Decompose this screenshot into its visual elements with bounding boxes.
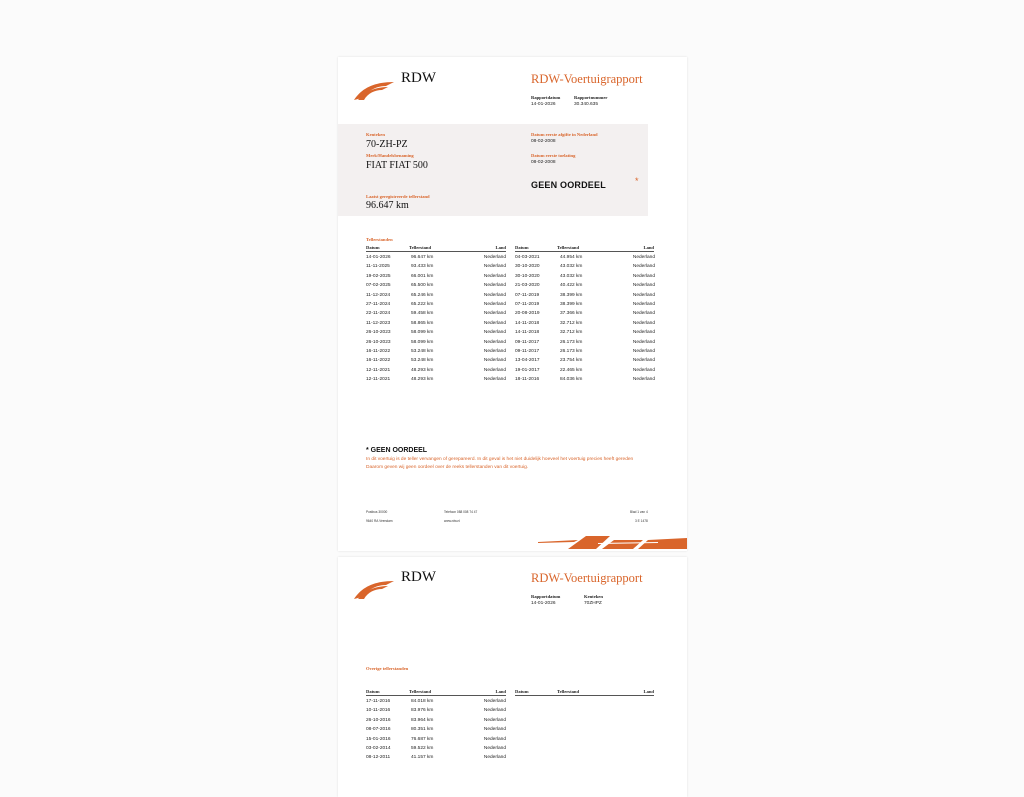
- footer-code: 3 E 1478: [635, 519, 648, 523]
- cell-land: Nederland: [483, 358, 506, 364]
- report-page-1: [338, 57, 687, 551]
- cell-datum: 09-11-2017: [515, 339, 540, 345]
- cell-tellerstand: 65.500 km: [411, 283, 434, 289]
- cell-datum: 18-11-2016: [515, 377, 540, 383]
- footer-page: Blad 1 van 4: [630, 510, 648, 514]
- col-datum-right: Datum: [515, 245, 529, 250]
- cell-land: Nederland: [483, 292, 506, 298]
- cell-tellerstand: 32.712 km: [560, 320, 583, 326]
- cell-land: Nederland: [632, 283, 655, 289]
- cell-datum: 19-02-2025: [366, 273, 391, 279]
- cell-land: Nederland: [483, 727, 506, 733]
- cell-datum: 26-10-2023: [366, 339, 391, 345]
- cell-land: Nederland: [483, 717, 506, 723]
- footer-address2: 9640 RA Veendam: [366, 519, 393, 523]
- cell-datum: 07-11-2019: [515, 292, 540, 298]
- cell-land: Nederland: [632, 377, 655, 383]
- cell-tellerstand: 37.366 km: [560, 311, 583, 317]
- cell-datum: 04-03-2021: [515, 255, 540, 260]
- merk-label: Merk/Handelsbenaming: [366, 153, 414, 158]
- cell-tellerstand: 58.099 km: [411, 339, 434, 345]
- rdw-logo-text: RDW: [401, 569, 436, 585]
- cell-tellerstand: 38.399 km: [560, 302, 583, 307]
- cell-datum: 17-11-2016: [366, 699, 391, 704]
- cell-tellerstand: 40.422 km: [560, 283, 583, 289]
- cell-land: Nederland: [632, 339, 655, 345]
- toelating-value: 08-02-2008: [531, 160, 556, 165]
- header-rule-left: [366, 695, 506, 696]
- cell-land: Nederland: [632, 311, 655, 317]
- cell-tellerstand: 53.248 km: [411, 358, 434, 364]
- kenteken-label: Kenteken: [366, 132, 385, 137]
- cell-tellerstand: 59.458 km: [411, 311, 434, 317]
- cell-datum: 11-12-2023: [366, 320, 391, 326]
- cell-tellerstand: 96.647 km: [411, 255, 434, 260]
- cell-tellerstand: 58.099 km: [411, 330, 434, 336]
- cell-datum: 27-11-2024: [366, 302, 391, 307]
- cell-datum: 12-11-2021: [366, 367, 391, 373]
- kenteken-label: Kenteken: [584, 594, 603, 599]
- cell-land: Nederland: [483, 255, 506, 260]
- cell-land: Nederland: [632, 330, 655, 336]
- footer-phone: Telefoon 088 008 74 47: [444, 510, 478, 514]
- merk-value: FIAT FIAT 500: [366, 160, 428, 171]
- summary-panel: [338, 124, 648, 216]
- cell-tellerstand: 32.712 km: [560, 330, 583, 336]
- cell-datum: 07-02-2025: [366, 283, 391, 289]
- cell-datum: 30-10-2020: [515, 273, 540, 279]
- rapportdatum-value: 14-01-2026: [531, 102, 556, 107]
- cell-datum: 13-04-2017: [515, 358, 540, 364]
- cell-datum: 16-11-2022: [366, 358, 391, 364]
- cell-land: Nederland: [483, 311, 506, 317]
- cell-land: Nederland: [632, 320, 655, 326]
- cell-datum: 08-12-2011: [366, 755, 391, 761]
- cell-tellerstand: 83.976 km: [411, 708, 434, 714]
- cell-tellerstand: 22.465 km: [560, 367, 583, 373]
- cell-datum: 21-03-2020: [515, 283, 540, 289]
- rdw-logo-text: RDW: [401, 70, 436, 86]
- header-rule-left: [366, 251, 506, 252]
- rdw-logo-icon: [352, 79, 396, 101]
- cell-tellerstand: 43.032 km: [560, 264, 583, 270]
- rapportdatum-value: 14-01-2026: [531, 601, 556, 606]
- oordeel-asterisk: *: [635, 176, 639, 186]
- cell-datum: 20-08-2019: [515, 311, 540, 317]
- rapportdatum-label: Rapportdatum: [531, 95, 561, 100]
- cell-land: Nederland: [483, 273, 506, 279]
- cell-tellerstand: 53.248 km: [411, 349, 434, 354]
- cell-datum: 26-10-2016: [366, 717, 391, 723]
- rdw-logo-icon: [352, 578, 396, 600]
- report-title: RDW-Voertuigrapport: [531, 571, 643, 585]
- cell-land: Nederland: [483, 746, 506, 751]
- cell-tellerstand: 38.399 km: [560, 292, 583, 298]
- cell-land: Nederland: [632, 273, 655, 279]
- cell-tellerstand: 84.018 km: [411, 699, 434, 704]
- cell-tellerstand: 66.001 km: [411, 273, 434, 279]
- cell-land: Nederland: [483, 320, 506, 326]
- cell-datum: 08-07-2016: [366, 727, 391, 733]
- toelating-label: Datum eerste toelating: [531, 153, 576, 158]
- cell-tellerstand: 84.036 km: [560, 377, 583, 383]
- cell-datum: 12-11-2021: [366, 377, 391, 383]
- cell-land: Nederland: [632, 358, 655, 364]
- cell-datum: 14-11-2018: [515, 320, 540, 326]
- kenteken-value: 70ZHPZ: [584, 601, 602, 606]
- rapportdatum-label: Rapportdatum: [531, 594, 561, 599]
- cell-tellerstand: 58.865 km: [411, 320, 434, 326]
- cell-datum: 30-10-2020: [515, 264, 540, 270]
- afgifte-label: Datum eerste afgifte in Nederland: [531, 132, 598, 137]
- cell-land: Nederland: [632, 264, 655, 270]
- cell-tellerstand: 44.954 km: [560, 255, 583, 260]
- cell-land: Nederland: [632, 349, 655, 354]
- header-rule-right: [515, 251, 654, 252]
- footer-address1: Postbus 30000: [366, 510, 388, 514]
- cell-datum: 26-10-2023: [366, 330, 391, 336]
- cell-tellerstand: 65.246 km: [411, 292, 434, 298]
- cell-land: Nederland: [632, 367, 655, 373]
- note-text: In dit voertuig is de teller vervangen of gerepareerd. In dit geval is het niet duidelijk hoeveel het voertuig precies heeft gereden Daarom geven wij geen oordeel over de reeks tellerstanden van dit voertuig.: [366, 457, 634, 470]
- cell-land: Nederland: [483, 708, 506, 714]
- note-title: * GEEN OORDEEL: [366, 447, 428, 454]
- col-land-left: Land: [495, 689, 506, 694]
- cell-tellerstand: 41.157 km: [411, 755, 434, 761]
- cell-tellerstand: 59.522 km: [411, 746, 434, 751]
- cell-tellerstand: 26.173 km: [560, 339, 583, 345]
- cell-land: Nederland: [632, 292, 655, 298]
- cell-datum: 19-01-2017: [515, 367, 540, 373]
- cell-land: Nederland: [483, 339, 506, 345]
- kenteken-value: 70-ZH-PZ: [366, 139, 408, 150]
- cell-tellerstand: 76.687 km: [411, 736, 434, 742]
- col-tellerstand-left: Tellerstand: [409, 689, 432, 694]
- cell-land: Nederland: [483, 264, 506, 270]
- cell-land: Nederland: [483, 349, 506, 354]
- cell-land: Nederland: [632, 255, 655, 260]
- cell-datum: 15-01-2016: [366, 736, 391, 742]
- col-land-right: Land: [643, 689, 654, 694]
- tellerstanden-title: Tellerstanden: [366, 237, 393, 242]
- col-datum-left: Datum: [366, 689, 380, 694]
- cell-land: Nederland: [483, 367, 506, 373]
- afgifte-value: 08-02-2008: [531, 139, 556, 144]
- cell-datum: 14-11-2018: [515, 330, 540, 336]
- laatst-label: Laatst geregistreerde tellerstand: [366, 194, 430, 199]
- cell-land: Nederland: [483, 755, 506, 761]
- cell-land: Nederland: [483, 283, 506, 289]
- cell-tellerstand: 48.293 km: [411, 367, 434, 373]
- cell-datum: 10-11-2016: [366, 708, 391, 714]
- col-tellerstand-left: Tellerstand: [409, 245, 432, 250]
- cell-datum: 14-01-2026: [366, 255, 391, 260]
- cell-datum: 07-11-2019: [515, 302, 540, 307]
- oordeel-status: GEEN OORDEEL: [531, 180, 606, 190]
- rapportnummer-value: 30.340.635: [574, 102, 599, 107]
- footer-web: www.rdw.nl: [444, 519, 460, 523]
- cell-land: Nederland: [632, 302, 655, 307]
- col-land-right: Land: [643, 245, 654, 250]
- rdw-stripes-icon: [538, 536, 687, 551]
- col-land-left: Land: [495, 245, 506, 250]
- cell-datum: 11-12-2024: [366, 292, 391, 298]
- cell-datum: 16-11-2022: [366, 349, 391, 354]
- cell-land: Nederland: [483, 302, 506, 307]
- overige-title: Overige tellerstanden: [366, 666, 409, 671]
- rapportnummer-label: Rapportnummer: [574, 95, 608, 100]
- laatst-value: 96.647 km: [366, 200, 409, 211]
- cell-datum: 03-02-2014: [366, 746, 391, 751]
- col-tellerstand-right: Tellerstand: [557, 245, 580, 250]
- col-tellerstand-right: Tellerstand: [557, 689, 580, 694]
- cell-tellerstand: 93.433 km: [411, 264, 434, 270]
- cell-tellerstand: 48.293 km: [411, 377, 434, 383]
- cell-datum: 09-11-2017: [515, 349, 540, 354]
- cell-datum: 11-11-2025: [366, 264, 390, 270]
- cell-land: Nederland: [483, 699, 506, 704]
- cell-datum: 22-11-2024: [366, 311, 391, 317]
- cell-tellerstand: 65.222 km: [411, 302, 434, 307]
- col-datum-right: Datum: [515, 689, 529, 694]
- report-title: RDW-Voertuigrapport: [531, 72, 643, 86]
- cell-tellerstand: 80.351 km: [411, 727, 434, 733]
- cell-land: Nederland: [483, 377, 506, 383]
- cell-tellerstand: 43.032 km: [560, 273, 583, 279]
- cell-land: Nederland: [483, 736, 506, 742]
- cell-land: Nederland: [483, 330, 506, 336]
- cell-tellerstand: 26.173 km: [560, 349, 583, 354]
- cell-tellerstand: 83.964 km: [411, 717, 434, 723]
- col-datum-left: Datum: [366, 245, 380, 250]
- report-page-2: [338, 557, 687, 797]
- cell-tellerstand: 23.754 km: [560, 358, 583, 364]
- header-rule-right: [515, 695, 654, 696]
